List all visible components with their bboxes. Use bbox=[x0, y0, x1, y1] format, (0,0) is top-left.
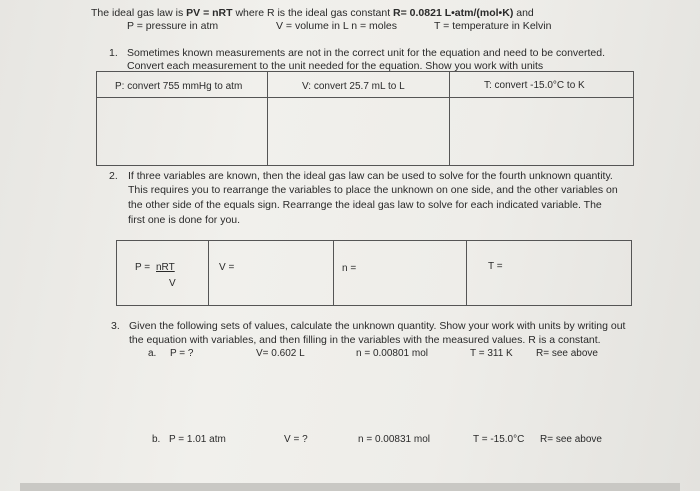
q2-line-4: first one is done for you. bbox=[128, 214, 241, 226]
q3b-label: b. bbox=[152, 434, 161, 445]
gas-constant: R= 0.0821 L•atm/(mol•K) bbox=[393, 7, 514, 19]
q2-line-1: If three variables are known, then the ideal gas law can be used to solve for the fourth unknown quantity. bbox=[128, 170, 613, 182]
q2-table-divider-2 bbox=[333, 240, 334, 305]
q1-cell-t: T: convert -15.0°C to K bbox=[484, 80, 585, 91]
q3b-n: n = 0.00831 mol bbox=[358, 434, 430, 445]
q2-n-label: n = bbox=[342, 263, 357, 274]
q3a-n: n = 0.00801 mol bbox=[356, 348, 428, 359]
q1-table-header-divider bbox=[96, 97, 633, 98]
intro-mid-text: where R is the ideal gas constant bbox=[235, 7, 391, 19]
q1-table-divider-2 bbox=[449, 71, 450, 165]
q1-cell-v: V: convert 25.7 mL to L bbox=[302, 81, 405, 92]
q3b-p: P = 1.01 atm bbox=[169, 434, 226, 445]
q3b-v: V = ? bbox=[284, 434, 308, 445]
q2-v-label: V = bbox=[219, 262, 235, 273]
q3b-t: T = -15.0°C bbox=[473, 434, 525, 445]
q3a-t: T = 311 K bbox=[470, 348, 513, 359]
q2-p-numerator: nRT bbox=[156, 262, 175, 273]
q2-line-2: This requires you to rearrange the variables to place the unknown on one side, and the other variables on bbox=[128, 184, 618, 196]
v-n-definition: V = volume in L n = moles bbox=[276, 20, 398, 32]
q2-p-label: P = bbox=[135, 262, 151, 273]
q1-cell-p: P: convert 755 mmHg to atm bbox=[115, 81, 243, 92]
q2-table-divider-3 bbox=[466, 240, 467, 305]
q3a-p: P = ? bbox=[170, 348, 194, 359]
q1-text-line-1: Sometimes known measurements are not in the correct unit for the equation and need to be converted. bbox=[127, 47, 606, 59]
q3a-label: a. bbox=[148, 348, 157, 359]
q3-number: 3. bbox=[111, 320, 120, 332]
p-definition: P = pressure in atm bbox=[127, 20, 219, 32]
q2-number: 2. bbox=[109, 170, 118, 182]
q1-number: 1. bbox=[109, 47, 118, 59]
q2-t-label: T = bbox=[488, 261, 503, 272]
q3b-r: R= see above bbox=[540, 434, 602, 445]
intro-text: The ideal gas law is bbox=[91, 7, 184, 19]
q1-table-divider-1 bbox=[267, 71, 268, 165]
q3-line-1: Given the following sets of values, calculate the unknown quantity. Show your work with units by writing out bbox=[129, 320, 626, 332]
bottom-edge-shadow bbox=[20, 483, 680, 491]
header-line-1 bbox=[91, 7, 534, 19]
q1-text-line-2: Convert each measurement to the unit needed for the equation. Show you work with units bbox=[127, 60, 544, 72]
q2-line-3: the other side of the equals sign. Rearrange the ideal gas law to solve for each indicated variable. The bbox=[128, 199, 602, 211]
q3a-v: V= 0.602 L bbox=[256, 348, 305, 359]
q2-rearrange-table bbox=[116, 240, 632, 306]
q2-table-divider-1 bbox=[208, 240, 209, 305]
q3-line-2: the equation with variables, and then filling in the variables with the measured values. R is a constant. bbox=[129, 334, 601, 346]
q2-p-denominator: V bbox=[169, 278, 176, 289]
t-definition: T = temperature in Kelvin bbox=[434, 20, 552, 32]
intro-end-text: and bbox=[516, 7, 534, 19]
q3a-r: R= see above bbox=[536, 348, 598, 359]
ideal-gas-formula: PV = nRT bbox=[186, 7, 233, 19]
